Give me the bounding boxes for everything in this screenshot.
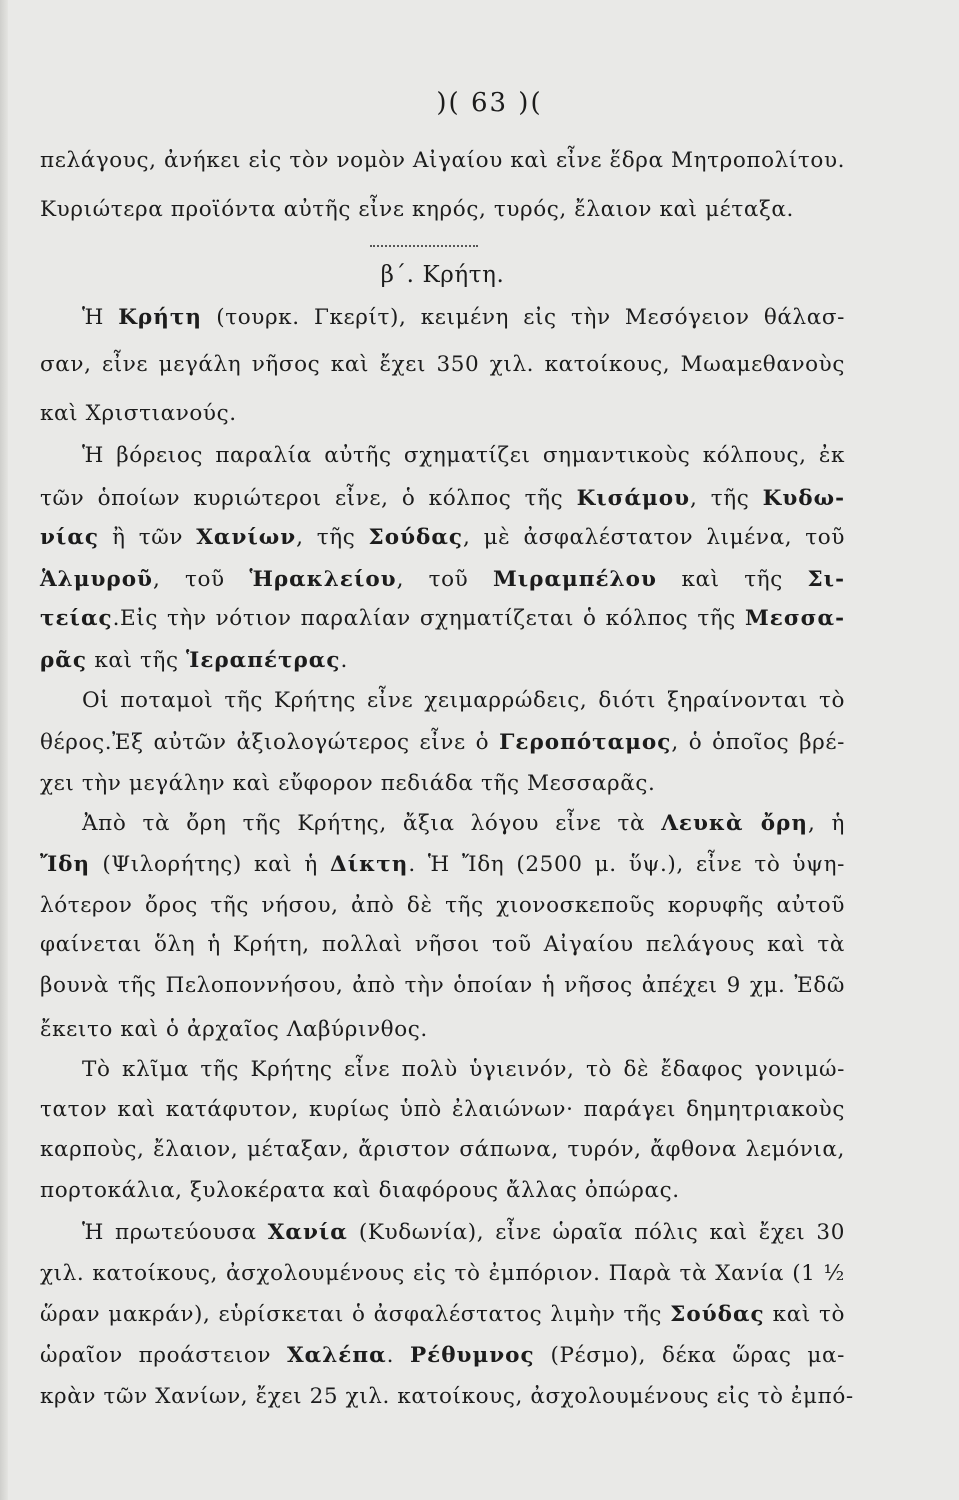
text-run: (Ψιλορήτης) καὶ ἡ: [90, 852, 331, 877]
text-line: [40, 1178, 845, 1203]
bold-term: Γεροπόταμος: [499, 730, 672, 755]
section-divider: [370, 245, 478, 247]
text-run: Ἡ πρωτεύουσα: [82, 1220, 268, 1245]
text-line: [40, 730, 845, 755]
text-line: [40, 893, 845, 918]
bold-term: Κυδω-: [762, 486, 846, 511]
text-line: [40, 1097, 845, 1122]
text-line: [40, 688, 845, 713]
bold-term: Μιραμπέλου: [492, 567, 657, 592]
text-line: [40, 811, 845, 836]
text-run: , τῆς: [296, 525, 369, 550]
bold-term: τείας: [40, 606, 113, 631]
text-line: [40, 525, 845, 550]
text-line: [40, 305, 845, 330]
text-line: [40, 1220, 845, 1245]
bold-term: Ἁλμυροῦ: [40, 567, 153, 592]
text-run: ἢ τῶν: [98, 525, 197, 550]
text-run: , τοῦ: [152, 567, 250, 592]
text-line: [40, 973, 845, 998]
bold-term: Χανία: [267, 1220, 348, 1245]
text-line: [40, 932, 845, 957]
text-run: καὶ Χριστιανούς.: [40, 401, 237, 426]
text-run: ὡραῖον προάστειον: [40, 1343, 287, 1368]
text-run: καὶ τὸ: [764, 1302, 845, 1327]
text-run: Ἡ βόρειος παραλία αὐτῆς σχηματίζει σημαντικοὺς κόλπους, ἐκ: [82, 443, 845, 468]
text-line: [40, 1343, 845, 1368]
text-run: ὥραν μακράν), εὑρίσκεται ὁ ἀσφαλέστατος λιμὴν τῆς: [40, 1302, 671, 1327]
text-run: .Εἰς τὴν νότιον παραλίαν σχηματίζεται ὁ κόλπος τῆς: [112, 606, 745, 631]
text-run: καρποὺς, ἔλαιον, μέταξαν, ἄριστον σάπωνα, τυρόν, ἄφθονα λεμόνια,: [40, 1137, 845, 1162]
text-line: [40, 443, 845, 468]
text-run: λότερον ὄρος τῆς νήσου, ἀπὸ δὲ τῆς χιονοσκεποῦς κορυφῆς αὐτοῦ: [40, 893, 845, 918]
bold-term: Κρήτη: [118, 305, 202, 330]
bold-term: Κισάμου: [576, 486, 691, 511]
text-run: (Ρέσμο), δέκα ὥρας μα-: [534, 1343, 845, 1368]
bold-term: Χαλέπα: [286, 1343, 387, 1368]
text-line: [40, 771, 845, 796]
text-line: [40, 401, 845, 426]
text-line: [40, 606, 845, 631]
text-line: [40, 852, 845, 877]
text-line: [40, 352, 845, 377]
text-run: χιλ. κατοίκους, ἀσχολουμένους εἰς τὸ ἐμπόριον. Παρὰ τὰ Χανία (1 ½: [40, 1261, 845, 1286]
bold-term: Σι-: [807, 567, 846, 592]
bold-term: Σούδας: [670, 1302, 765, 1327]
text-line: πελάγους, ἀνήκει εἰς τὸν νομὸν Αἰγαίου καὶ εἶνε ἕδρα Μητροπολίτου.: [40, 148, 846, 173]
page-edge: [0, 0, 8, 1500]
text-line: Κυριώτερα προϊόντα αὐτῆς εἶνε κηρός, τυρός, ἔλαιον καὶ μέταξα.: [40, 197, 794, 222]
text-run: (Κυδωνία), εἶνε ὡραῖα πόλις καὶ ἔχει 30: [347, 1220, 845, 1245]
text-run: φαίνεται ὅλη ἡ Κρήτη, πολλαὶ νῆσοι τοῦ Αἰγαίου πελάγους καὶ τὰ: [40, 932, 845, 957]
text-run: πορτοκάλια, ξυλοκέρατα καὶ διαφόρους ἄλλας ὀπώρας.: [40, 1178, 680, 1203]
text-run: καὶ τῆς: [86, 648, 187, 673]
text-run: , τοῦ: [396, 567, 493, 592]
text-run: θέρος.Ἐξ αὐτῶν ἀξιολογώτερος εἶνε ὁ: [40, 730, 500, 755]
bold-term: Ἱεραπέτρας: [186, 648, 341, 673]
text-run: τῶν ὁποίων κυριώτεροι εἶνε, ὁ κόλπος τῆς: [40, 486, 577, 511]
text-run: , ὁ ὁποῖος βρέ-: [671, 730, 846, 755]
bold-term: Ἴδη: [40, 852, 91, 877]
text-run: Τὸ κλῖμα τῆς Κρήτης εἶνε πολὺ ὑγιεινόν, τὸ δὲ ἔδαφος γονιμώ-: [82, 1057, 845, 1082]
text-run: .: [340, 648, 348, 673]
text-line: [40, 1057, 845, 1082]
text-line: [40, 486, 845, 511]
text-run: , μὲ ἀσφαλέστατον λιμένα, τοῦ: [462, 525, 845, 550]
bold-term: ρᾶς: [40, 648, 87, 673]
bold-term: νίας: [40, 525, 99, 550]
page-number: )( 63 )(: [436, 88, 543, 118]
text-run: Οἱ ποταμοὶ τῆς Κρήτης εἶνε χειμαρρώδεις, διότι ξηραίνονται τὸ: [82, 688, 845, 713]
text-run: (τουρκ. Γκερίτ), κειμένη εἰς τὴν Μεσόγειον θάλασ-: [201, 305, 845, 330]
text-line: [40, 1302, 845, 1327]
text-line: [40, 567, 845, 592]
text-run: , ἡ: [807, 811, 846, 836]
text-run: καὶ τῆς: [656, 567, 808, 592]
text-run: κρὰν τῶν Χανίων, ἔχει 25 χιλ. κατοίκους, ἀσχολουμένους εἰς τὸ ἐμπό-: [40, 1384, 854, 1409]
text-run: ἔκειτο καὶ ὁ ἀρχαῖος Λαβύρινθος.: [40, 1017, 428, 1042]
bold-term: Δίκτη: [330, 852, 409, 877]
bold-term: Ρέθυμνος: [409, 1343, 535, 1368]
text-line: [40, 1017, 845, 1042]
text-run: .: [386, 1343, 410, 1368]
text-line: [40, 1384, 854, 1409]
text-line: [40, 648, 845, 673]
text-run: Ἡ: [82, 305, 119, 330]
bold-term: Μεσσα-: [744, 606, 845, 631]
section-heading: β΄. Κρήτη.: [380, 262, 505, 288]
text-run: , τῆς: [690, 486, 763, 511]
text-run: βουνὰ τῆς Πελοποννήσου, ἀπὸ τὴν ὁποίαν ἡ νῆσος ἀπέχει 9 χμ. Ἐδῶ: [40, 973, 845, 998]
text-run: τατον καὶ κατάφυτον, κυρίως ὑπὸ ἐλαιώνων· παράγει δημητριακοὺς: [40, 1097, 845, 1122]
bold-term: Λευκὰ ὄρη: [661, 811, 808, 836]
bold-term: Ἡρακλείου: [249, 567, 397, 592]
text-run: σαν, εἶνε μεγάλη νῆσος καὶ ἔχει 350 χιλ. κατοίκους, Μωαμεθανοὺς: [40, 352, 845, 377]
text-line: [40, 1137, 845, 1162]
text-run: χει τὴν μεγάλην καὶ εὔφορον πεδιάδα τῆς Μεσσαρᾶς.: [40, 771, 656, 796]
bold-term: Χανίων: [196, 525, 297, 550]
bold-term: Σούδας: [368, 525, 463, 550]
text-run: Ἀπὸ τὰ ὄρη τῆς Κρήτης, ἄξια λόγου εἶνε τὰ: [82, 811, 662, 836]
text-line: [40, 1261, 845, 1286]
text-run: . Ἡ Ἴδη (2500 μ. ὕψ.), εἶνε τὸ ὑψη-: [408, 852, 845, 877]
